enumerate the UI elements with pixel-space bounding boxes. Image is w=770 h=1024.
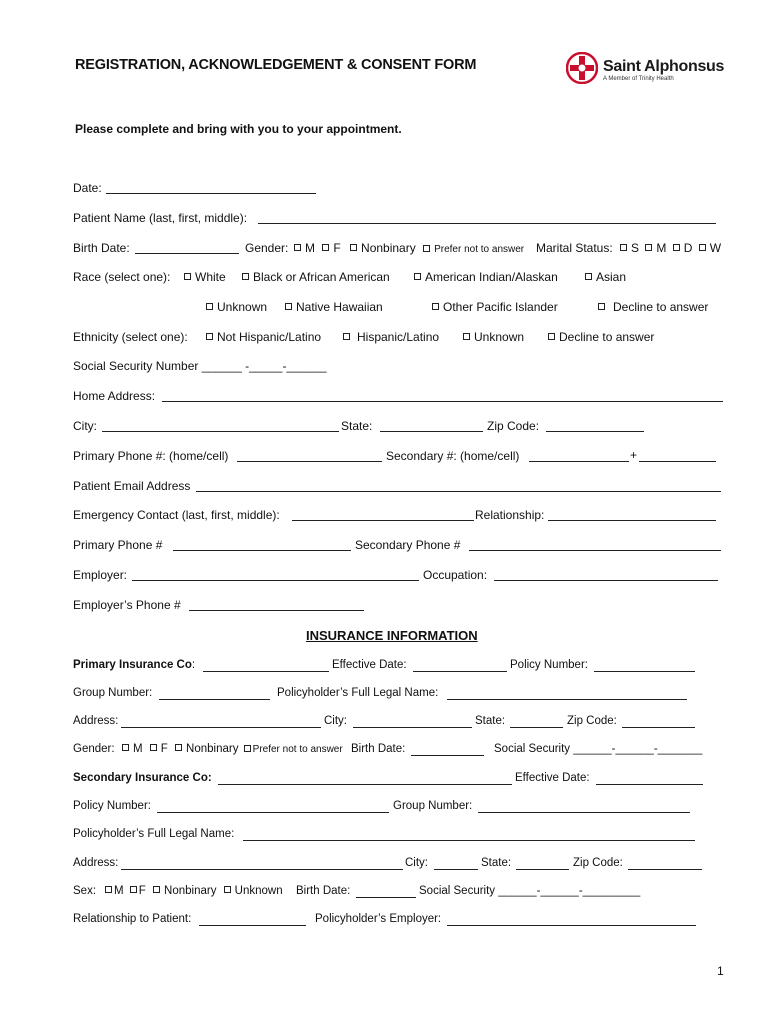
secondary-phone-label: Secondary #: (home/cell) [386,449,520,463]
race-hawaiian-checkbox[interactable]: Native Hawaiian [285,300,383,314]
ssn-field[interactable]: Social Security Number ______ -_____-______ [73,359,327,373]
relationship-to-patient-field[interactable] [199,925,306,926]
email-label: Patient Email Address [73,479,191,493]
sex-unknown-checkbox[interactable]: Unknown [224,885,283,897]
ins-ssn-field[interactable]: Social Security ______-______-_______ [494,743,703,755]
city-field[interactable] [102,431,339,432]
marital-w-checkbox[interactable]: W [699,241,721,255]
effective-date2-label: Effective Date: [515,772,590,784]
page-number: 1 [717,964,724,978]
home-address-label: Home Address: [73,389,156,403]
state-label: State: [341,419,373,433]
effective-date-field[interactable] [413,671,507,672]
ins-zip-field[interactable] [622,727,695,728]
ec-secondary-phone-label: Secondary Phone # [355,538,461,552]
ins-birth-date-field[interactable] [411,755,484,756]
patient-name-label: Patient Name (last, first, middle): [73,211,248,225]
policy-number2-label: Policy Number: [73,800,151,812]
ins-city-label: City: [324,715,347,727]
ethnicity-hispanic-checkbox[interactable]: Hispanic/Latino [343,330,439,344]
ins-birth-date2-field[interactable] [356,897,416,898]
logo-name: Saint Alphonsus [603,58,725,75]
date-label: Date: [73,181,102,195]
ec-secondary-phone-field[interactable] [469,550,721,551]
ethnicity-not-hispanic-checkbox[interactable]: Not Hispanic/Latino [206,330,321,344]
country-code-field[interactable] [639,461,716,462]
zip-label: Zip Code: [487,419,540,433]
ethnicity-decline-checkbox[interactable]: Decline to answer [548,330,654,344]
ethnicity-label: Ethnicity (select one): [73,330,188,344]
ins-zip-label: Zip Code: [567,715,617,727]
ins-state-label: State: [475,715,506,727]
group-number-field[interactable] [159,699,270,700]
ins-state2-label: State: [481,857,512,869]
race-unknown-checkbox[interactable]: Unknown [206,300,267,314]
holder-name-label: Policyholder’s Full Legal Name: [277,687,439,699]
marital-m-checkbox[interactable]: M [645,241,666,255]
ins-gender-prefer-checkbox[interactable]: Prefer not to answer [244,744,343,755]
primary-insurance-label: Primary Insurance Co: [73,659,196,671]
race-asian-checkbox[interactable]: Asian [585,270,626,284]
plus-sign: + [630,448,638,462]
ins-address-field[interactable] [121,727,321,728]
group-number-label: Group Number: [73,687,153,699]
race-native-checkbox[interactable]: American Indian/Alaskan [414,270,558,284]
holder-name-field[interactable] [447,699,687,700]
zip-field[interactable] [546,431,644,432]
ins-state2-field[interactable] [516,869,569,870]
sex-f-checkbox[interactable]: F [130,885,146,897]
primary-phone-label: Primary Phone #: (home/cell) [73,449,229,463]
race-pacific-checkbox[interactable]: Other Pacific Islander [432,300,558,314]
gender-nonbinary-checkbox[interactable]: Nonbinary [350,241,416,255]
group-number2-field[interactable] [478,812,690,813]
ins-gender-nonbinary-checkbox[interactable]: Nonbinary [175,743,238,755]
effective-date2-field[interactable] [596,784,703,785]
ins-birth-date-label: Birth Date: [351,743,406,755]
marital-options [620,241,721,255]
ins-address2-field[interactable] [121,869,403,870]
occupation-label: Occupation: [423,568,488,582]
emergency-contact-label: Emergency Contact (last, first, middle): [73,508,280,522]
emergency-contact-field[interactable] [292,520,474,521]
home-address-field[interactable] [162,401,723,402]
state-field[interactable] [380,431,483,432]
relationship-to-patient-label: Relationship to Patient: [73,913,192,925]
ins-gender-label: Gender: [73,743,115,755]
ins-ssn2-field[interactable]: Social Security ______-______-_________ [419,885,641,897]
instructions-text: Please complete and bring with you to your appointment. [75,122,402,136]
patient-name-field[interactable] [258,223,716,224]
race-decline-checkbox[interactable]: Decline to answer [598,300,708,314]
policy-number-field[interactable] [594,671,695,672]
marital-s-checkbox[interactable]: S [620,241,639,255]
ins-city-field[interactable] [353,727,472,728]
primary-insurance-field[interactable] [203,671,329,672]
employer-phone-field[interactable] [189,610,364,611]
birth-date-label: Birth Date: [73,241,130,255]
race-white-checkbox[interactable]: White [184,270,226,284]
gender-prefer-checkbox[interactable]: Prefer not to answer [423,244,524,255]
group-number2-label: Group Number: [393,800,473,812]
relationship-label: Relationship: [475,508,545,522]
ec-primary-phone-label: Primary Phone # [73,538,163,552]
race-black-checkbox[interactable]: Black or African American [242,270,390,284]
insurance-heading: INSURANCE INFORMATION [306,628,478,643]
employer-field[interactable] [132,580,419,581]
occupation-field[interactable] [494,580,718,581]
gender-m-checkbox[interactable]: M [294,241,315,255]
effective-date-label: Effective Date: [332,659,407,671]
holder-name2-field[interactable] [243,840,695,841]
secondary-insurance-label: Secondary Insurance Co: [73,772,212,784]
marital-status-label: Marital Status: [536,241,613,255]
ins-zip2-label: Zip Code: [573,857,623,869]
primary-phone-field[interactable] [237,461,382,462]
sex-m-checkbox[interactable]: M [105,885,124,897]
secondary-phone-field[interactable] [529,461,629,462]
relationship-field[interactable] [548,520,716,521]
policy-number2-field[interactable] [157,812,389,813]
ins-state-field[interactable] [510,727,563,728]
ins-gender-options [122,743,343,755]
city-label: City: [73,419,97,433]
sex-options [105,885,283,897]
logo-subtitle: A Member of Trinity Health [603,76,674,82]
gender-label: Gender: [245,241,289,255]
ins-gender-m-checkbox[interactable]: M [122,743,143,755]
ins-address2-label: Address: [73,857,119,869]
date-field[interactable] [106,193,316,194]
ins-address-label: Address: [73,715,119,727]
ec-primary-phone-field[interactable] [173,550,351,551]
ins-zip2-field[interactable] [628,869,702,870]
employer-label: Employer: [73,568,128,582]
ins-city2-field[interactable] [434,869,478,870]
sex-label: Sex: [73,885,97,897]
holder-employer-field[interactable] [447,925,696,926]
saint-alphonsus-logo-icon [566,52,598,89]
employer-phone-label: Employer’s Phone # [73,598,181,612]
gender-options [294,241,524,255]
holder-name2-label: Policyholder’s Full Legal Name: [73,828,235,840]
race-label: Race (select one): [73,270,171,284]
ethnicity-unknown-checkbox[interactable]: Unknown [463,330,524,344]
ins-city2-label: City: [405,857,428,869]
gender-f-checkbox[interactable]: F [322,241,340,255]
email-field[interactable] [196,491,721,492]
ins-gender-f-checkbox[interactable]: F [150,743,168,755]
sex-nonbinary-checkbox[interactable]: Nonbinary [153,885,216,897]
ins-birth-date2-label: Birth Date: [296,885,351,897]
holder-employer-label: Policyholder’s Employer: [315,913,442,925]
secondary-insurance-field[interactable] [218,784,512,785]
birth-date-field[interactable] [135,253,239,254]
marital-d-checkbox[interactable]: D [673,241,693,255]
form-title: REGISTRATION, ACKNOWLEDGEMENT & CONSENT FORM [75,57,477,73]
policy-number-label: Policy Number: [510,659,588,671]
